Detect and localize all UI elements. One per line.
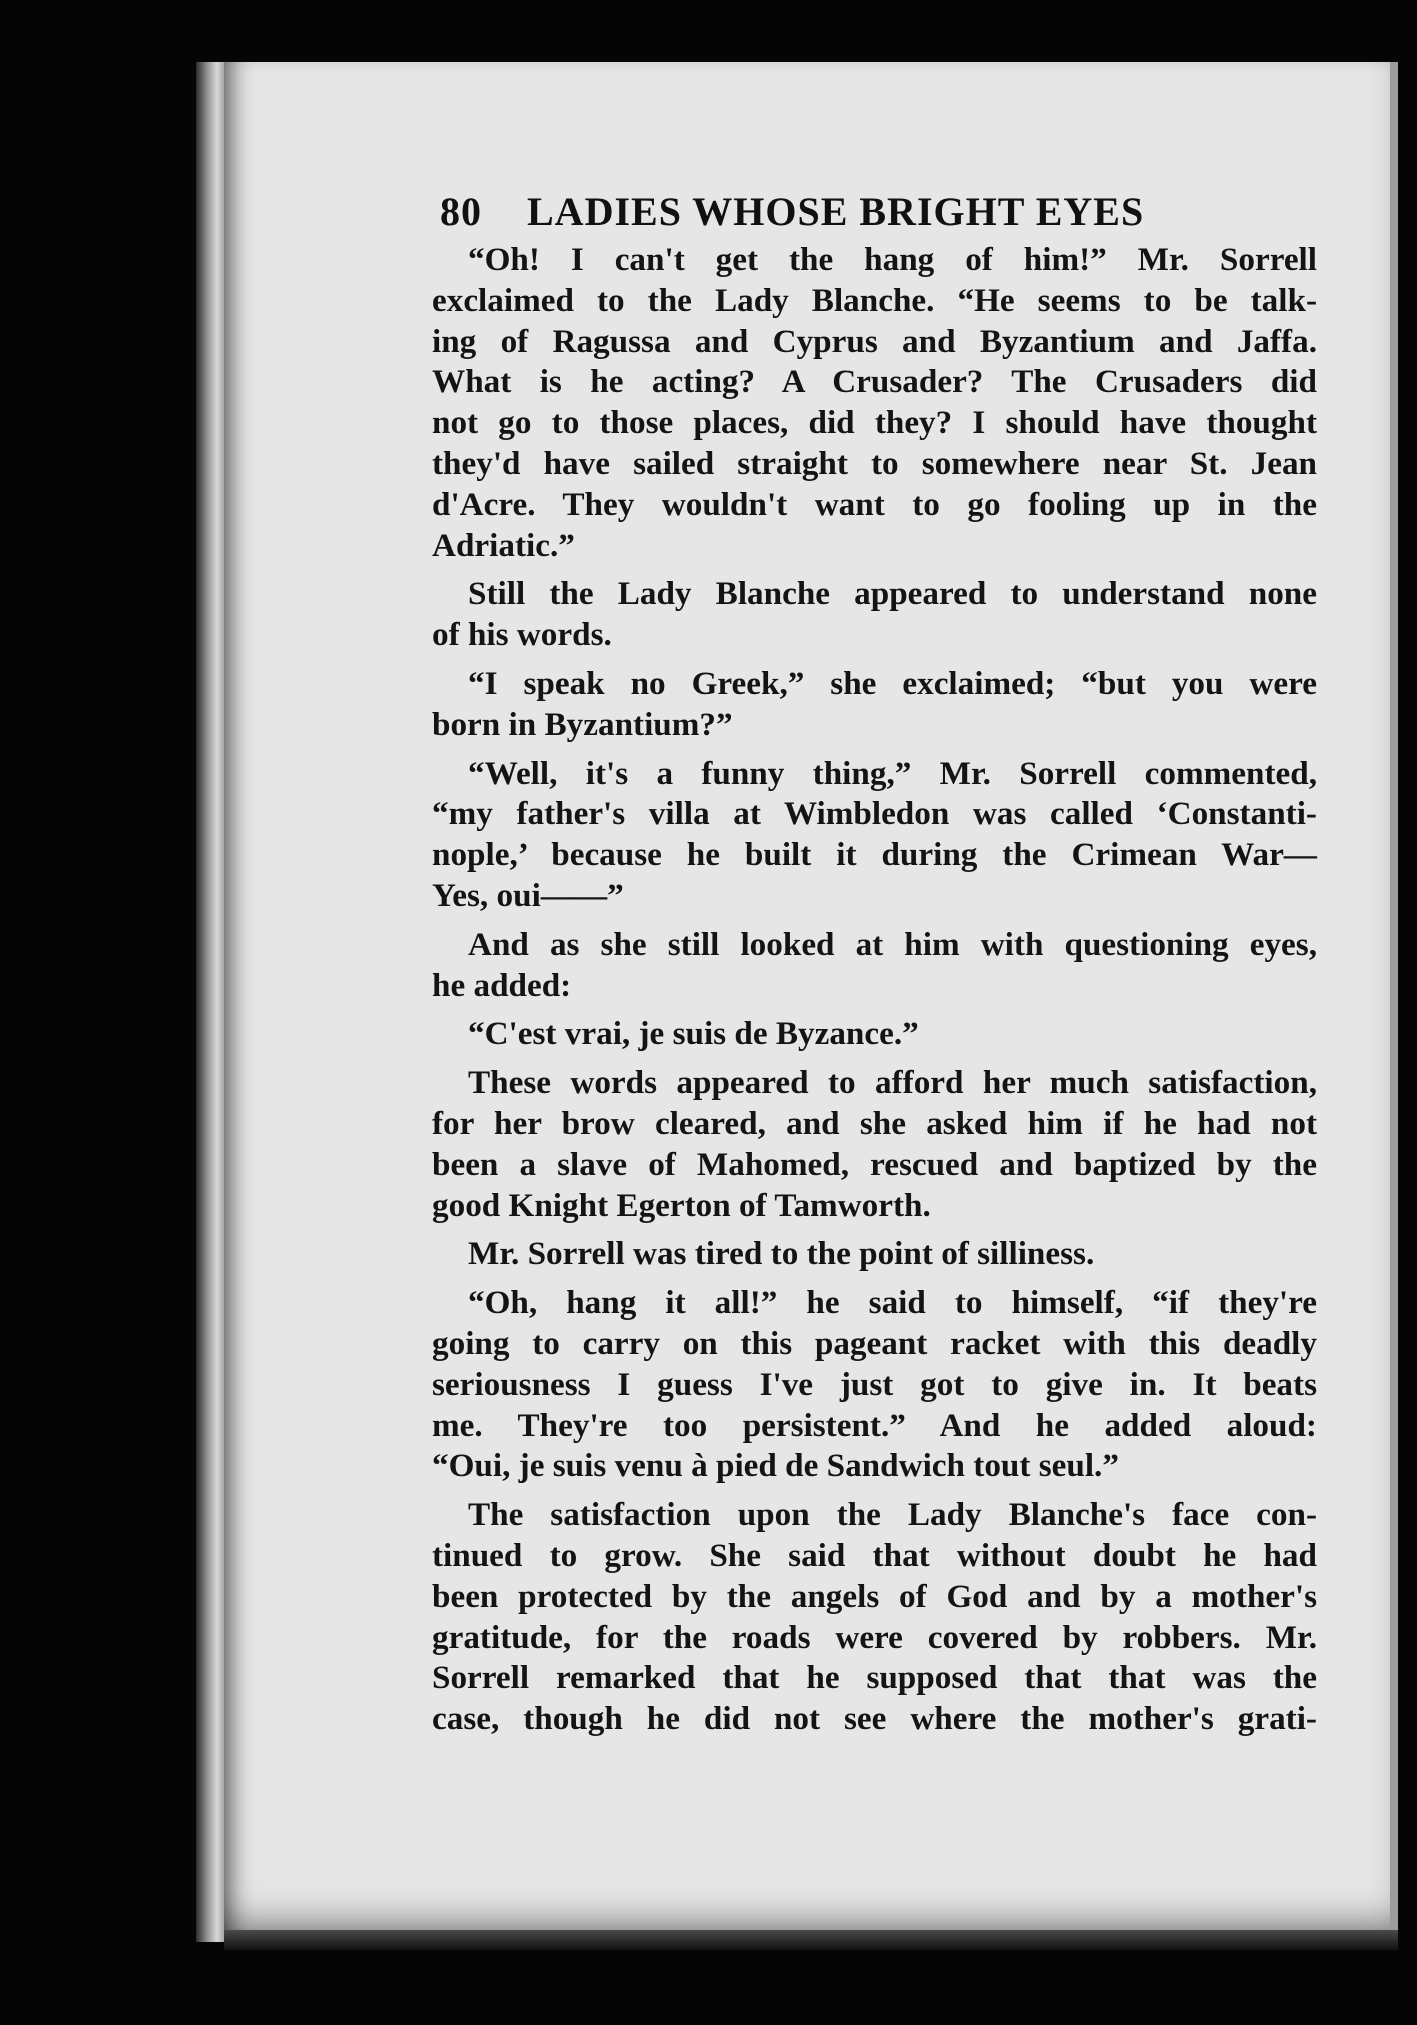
- text-line: What is he acting? A Crusader? The Crusaders did: [432, 363, 1317, 401]
- paragraph-gap: [432, 1006, 1317, 1014]
- running-header: [440, 188, 1144, 235]
- text-line: tinued to grow. She said that without doubt he had: [432, 1536, 1317, 1574]
- paragraph-gap: [432, 656, 1317, 664]
- text-line: going to carry on this pageant racket with this deadly: [432, 1324, 1317, 1362]
- text-line: These words appeared to afford her much satisfaction,: [468, 1064, 1317, 1102]
- text-line: born in Byzantium?”: [432, 705, 733, 743]
- text-line: And as she still looked at him with questioning eyes,: [468, 925, 1317, 963]
- paragraph-gap: [432, 1226, 1317, 1234]
- page-bottom-shadow: [224, 1930, 1398, 1950]
- body-text: [432, 240, 1317, 1740]
- text-line: nople,’ because he built it during the Crimean War—: [432, 836, 1317, 874]
- text-line: they'd have sailed straight to somewhere near St. Jean: [432, 444, 1317, 482]
- text-line: ing of Ragussa and Cyprus and Byzantium and Jaffa.: [432, 322, 1317, 360]
- paragraph-gap: [432, 1487, 1317, 1495]
- text-line: Yes, oui——”: [432, 876, 624, 914]
- page-edge: [1390, 62, 1398, 1937]
- text-line: The satisfaction upon the Lady Blanche's face con-: [468, 1496, 1317, 1534]
- book-binding: [196, 62, 226, 1942]
- text-line: case, though he did not see where the mother's grati-: [432, 1700, 1317, 1738]
- text-line: “my father's villa at Wimbledon was called ‘Constanti-: [432, 795, 1317, 833]
- text-line: Sorrell remarked that he supposed that that was the: [432, 1659, 1317, 1697]
- text-line: “Oh! I can't get the hang of him!” Mr. Sorrell: [468, 241, 1317, 278]
- text-line: Mr. Sorrell was tired to the point of silliness.: [468, 1235, 1095, 1273]
- text-line: he added:: [432, 966, 572, 1004]
- paragraph-gap: [432, 917, 1317, 925]
- text-line: “I speak no Greek,” she exclaimed; “but you were: [468, 664, 1317, 702]
- page-number: 80: [440, 189, 482, 234]
- text-line: “Oui, je suis venu à pied de Sandwich tout seul.”: [432, 1447, 1119, 1485]
- paragraph-gap: [432, 566, 1317, 574]
- text-line: for her brow cleared, and she asked him if he had not: [432, 1104, 1317, 1142]
- text-line: “Oh, hang it all!” he said to himself, “if they're: [468, 1284, 1317, 1322]
- text-line: Adriatic.”: [432, 526, 575, 564]
- text-line: d'Acre. They wouldn't want to go fooling up in the: [432, 485, 1317, 523]
- text-line: “Well, it's a funny thing,” Mr. Sorrell commented,: [468, 754, 1317, 792]
- text-line: gratitude, for the roads were covered by robbers. Mr.: [432, 1618, 1317, 1656]
- text-line: been a slave of Mahomed, rescued and baptized by the: [432, 1145, 1317, 1183]
- text-line: been protected by the angels of God and by a mother's: [432, 1577, 1317, 1615]
- paragraph-gap: [432, 746, 1317, 754]
- text-line: seriousness I guess I've just got to give in. It beats: [432, 1365, 1317, 1403]
- text-line: “C'est vrai, je suis de Byzance.”: [468, 1015, 919, 1053]
- running-title: LADIES WHOSE BRIGHT EYES: [527, 189, 1145, 234]
- paragraph-gap: [432, 1055, 1317, 1063]
- text-line: of his words.: [432, 616, 612, 654]
- text-line: exclaimed to the Lady Blanche. “He seems to be talk-: [432, 281, 1317, 319]
- text-line: Still the Lady Blanche appeared to understand none: [468, 575, 1317, 613]
- text-line: good Knight Egerton of Tamworth.: [432, 1186, 931, 1224]
- text-line: me. They're too persistent.” And he added aloud:: [432, 1406, 1317, 1444]
- text-line: not go to those places, did they? I should have thought: [432, 404, 1317, 442]
- paragraph-gap: [432, 1275, 1317, 1283]
